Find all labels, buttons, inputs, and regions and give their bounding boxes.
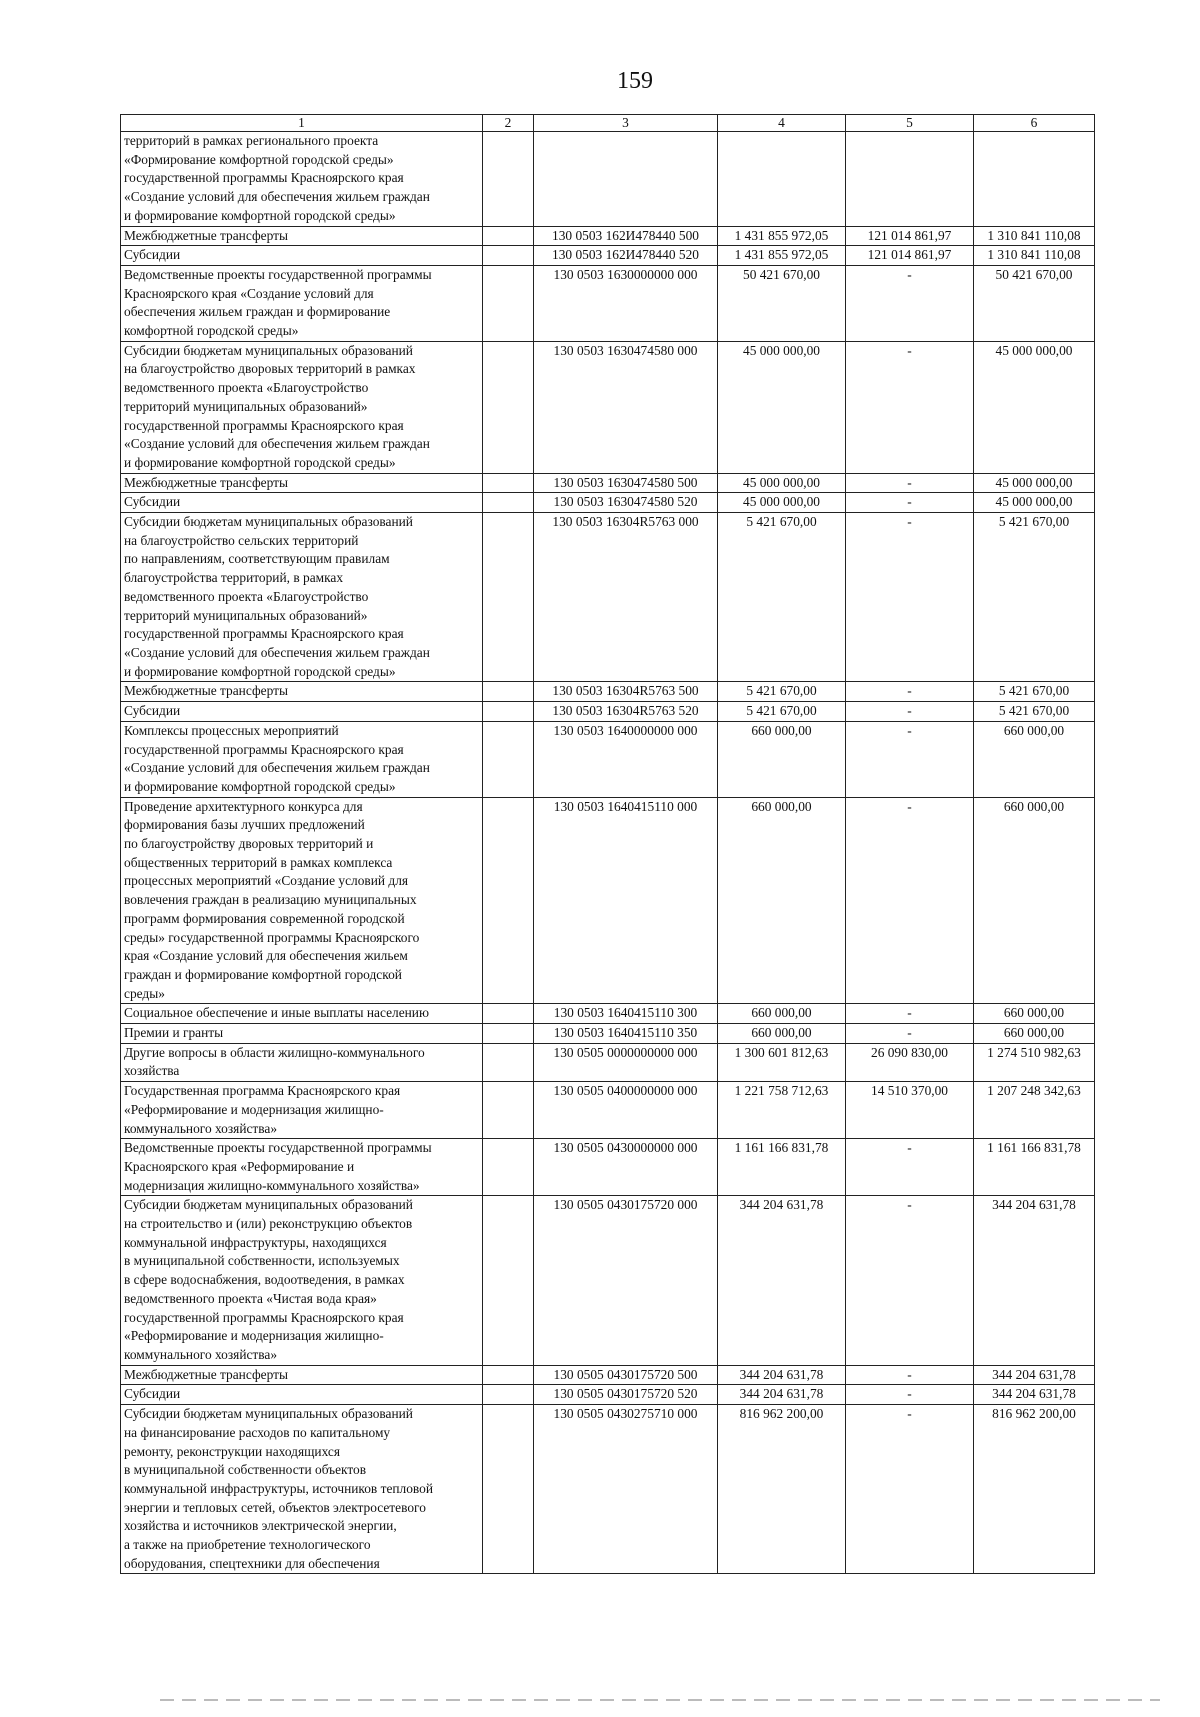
budget-table	[120, 114, 1095, 1574]
row-amount-col4: 45 000 000,00	[718, 493, 846, 513]
row-col2	[483, 1365, 534, 1385]
row-description: Субсидии	[121, 1385, 483, 1405]
row-col2	[483, 721, 534, 797]
row-code: 130 0503 16304R5763 520	[534, 702, 718, 722]
row-amount-col5: -	[846, 797, 974, 1004]
table-row	[121, 1139, 1095, 1196]
row-amount-col5: 14 510 370,00	[846, 1082, 974, 1139]
table-row	[121, 797, 1095, 1004]
header-col-4: 4	[718, 115, 846, 132]
row-amount-col6: 1 161 166 831,78	[974, 1139, 1095, 1196]
table-row	[121, 513, 1095, 682]
table-body	[121, 132, 1095, 1574]
row-col2	[483, 265, 534, 341]
row-amount-col5: -	[846, 702, 974, 722]
header-col-2: 2	[483, 115, 534, 132]
row-code: 130 0505 0000000000 000	[534, 1043, 718, 1081]
row-code: 130 0503 1640000000 000	[534, 721, 718, 797]
row-col2	[483, 1082, 534, 1139]
row-amount-col5: -	[846, 265, 974, 341]
row-amount-col6: 1 310 841 110,08	[974, 246, 1095, 266]
row-description: Премии и гранты	[121, 1024, 483, 1044]
row-code: 130 0505 0430000000 000	[534, 1139, 718, 1196]
row-description: Межбюджетные трансферты	[121, 682, 483, 702]
row-amount-col6: 50 421 670,00	[974, 265, 1095, 341]
row-code: 130 0503 1630474580 520	[534, 493, 718, 513]
row-code: 130 0505 0430275710 000	[534, 1405, 718, 1574]
row-amount-col5: -	[846, 1024, 974, 1044]
row-amount-col6: 1 274 510 982,63	[974, 1043, 1095, 1081]
scan-footer-artifact	[160, 1699, 1160, 1701]
row-amount-col6: 1 310 841 110,08	[974, 226, 1095, 246]
row-amount-col5: -	[846, 1405, 974, 1574]
row-amount-col4: 660 000,00	[718, 721, 846, 797]
row-col2	[483, 1139, 534, 1196]
row-col2	[483, 132, 534, 227]
row-amount-col4: 660 000,00	[718, 797, 846, 1004]
row-description: Проведение архитектурного конкурса для формирования базы лучших предложений по благоустройству дворовых территорий и общественных территорий в рамках комплекса процессных мероприятий «Создание условий для вовлечения граждан в реализацию муниципальных программ формирования современной городской среды» государственной программы Красноярского края «Создание условий для обеспечения жильем граждан и формирование комфортной городской среды»	[121, 797, 483, 1004]
row-description: Другие вопросы в области жилищно-коммунального хозяйства	[121, 1043, 483, 1081]
table-header-row	[121, 115, 1095, 132]
row-amount-col6: 5 421 670,00	[974, 702, 1095, 722]
row-amount-col6: 5 421 670,00	[974, 682, 1095, 702]
table-row	[121, 1004, 1095, 1024]
row-code	[534, 132, 718, 227]
row-amount-col4: 1 300 601 812,63	[718, 1043, 846, 1081]
row-amount-col5: -	[846, 1196, 974, 1365]
row-amount-col4: 344 204 631,78	[718, 1196, 846, 1365]
row-amount-col5: 121 014 861,97	[846, 246, 974, 266]
row-amount-col6: 660 000,00	[974, 1024, 1095, 1044]
row-amount-col6: 344 204 631,78	[974, 1196, 1095, 1365]
row-amount-col5: -	[846, 1385, 974, 1405]
table-row	[121, 226, 1095, 246]
table-row	[121, 721, 1095, 797]
row-code: 130 0505 0400000000 000	[534, 1082, 718, 1139]
table-row	[121, 246, 1095, 266]
row-code: 130 0505 0430175720 500	[534, 1365, 718, 1385]
row-col2	[483, 341, 534, 473]
row-amount-col4: 45 000 000,00	[718, 341, 846, 473]
table-row	[121, 1365, 1095, 1385]
table-row	[121, 1196, 1095, 1365]
row-description: Субсидии бюджетам муниципальных образований на благоустройство сельских территорий по направлениям, соответствующим правилам благоустройства территорий, в рамках ведомственного проекта «Благоустройство территорий муниципальных образований» государственной программы Красноярского края «Создание условий для обеспечения жильем граждан и формирование комфортной городской среды»	[121, 513, 483, 682]
row-amount-col6: 660 000,00	[974, 1004, 1095, 1024]
row-code: 130 0505 0430175720 520	[534, 1385, 718, 1405]
row-description: Комплексы процессных мероприятий государственной программы Красноярского края «Создание условий для обеспечения жильем граждан и формирование комфортной городской среды»	[121, 721, 483, 797]
row-description: Межбюджетные трансферты	[121, 473, 483, 493]
row-description: Субсидии бюджетам муниципальных образований на благоустройство дворовых территорий в рамках ведомственного проекта «Благоустройство территорий муниципальных образований» государственной программы Красноярского края «Создание условий для обеспечения жильем граждан и формирование комфортной городской среды»	[121, 341, 483, 473]
row-code: 130 0503 1630000000 000	[534, 265, 718, 341]
row-amount-col5: -	[846, 1365, 974, 1385]
header-col-1: 1	[121, 115, 483, 132]
table-row	[121, 1385, 1095, 1405]
row-col2	[483, 797, 534, 1004]
row-amount-col6	[974, 132, 1095, 227]
row-col2	[483, 1004, 534, 1024]
row-col2	[483, 1405, 534, 1574]
header-col-6: 6	[974, 115, 1095, 132]
row-code: 130 0503 16304R5763 500	[534, 682, 718, 702]
row-amount-col4: 660 000,00	[718, 1024, 846, 1044]
row-description: Субсидии бюджетам муниципальных образований на строительство и (или) реконструкцию объектов коммунальной инфраструктуры, находящихся в муниципальной собственности, используемых в сфере водоснабжения, водоотведения, в рамках ведомственного проекта «Чистая вода края» государственной программы Красноярского края «Реформирование и модернизация жилищно- коммунального хозяйства»	[121, 1196, 483, 1365]
row-amount-col4: 50 421 670,00	[718, 265, 846, 341]
row-description: территорий в рамках регионального проекта «Формирование комфортной городской среды» государственной программы Красноярского края «Создание условий для обеспечения жильем граждан и формирование комфортной городской среды»	[121, 132, 483, 227]
row-amount-col6: 5 421 670,00	[974, 513, 1095, 682]
row-amount-col5: 26 090 830,00	[846, 1043, 974, 1081]
table-row	[121, 702, 1095, 722]
header-col-5: 5	[846, 115, 974, 132]
row-amount-col6: 45 000 000,00	[974, 473, 1095, 493]
row-amount-col4: 816 962 200,00	[718, 1405, 846, 1574]
row-amount-col4: 1 221 758 712,63	[718, 1082, 846, 1139]
table-row	[121, 473, 1095, 493]
row-amount-col5: -	[846, 682, 974, 702]
row-code: 130 0505 0430175720 000	[534, 1196, 718, 1365]
row-col2	[483, 493, 534, 513]
row-amount-col5: -	[846, 493, 974, 513]
table-row	[121, 493, 1095, 513]
row-amount-col5: -	[846, 1139, 974, 1196]
row-amount-col4: 5 421 670,00	[718, 702, 846, 722]
row-amount-col4: 344 204 631,78	[718, 1365, 846, 1385]
header-col-3: 3	[534, 115, 718, 132]
row-amount-col4: 1 161 166 831,78	[718, 1139, 846, 1196]
table-row	[121, 1043, 1095, 1081]
row-amount-col5: -	[846, 721, 974, 797]
row-code: 130 0503 1640415110 350	[534, 1024, 718, 1044]
row-code: 130 0503 1630474580 000	[534, 341, 718, 473]
table-row	[121, 1405, 1095, 1574]
row-amount-col4: 45 000 000,00	[718, 473, 846, 493]
row-amount-col5: 121 014 861,97	[846, 226, 974, 246]
row-description: Субсидии	[121, 246, 483, 266]
row-amount-col4: 660 000,00	[718, 1004, 846, 1024]
row-amount-col5: -	[846, 513, 974, 682]
row-amount-col6: 816 962 200,00	[974, 1405, 1095, 1574]
row-col2	[483, 682, 534, 702]
table-row	[121, 1024, 1095, 1044]
row-code: 130 0503 1640415110 300	[534, 1004, 718, 1024]
row-code: 130 0503 162И478440 500	[534, 226, 718, 246]
row-description: Субсидии бюджетам муниципальных образований на финансирование расходов по капитальному ремонту, реконструкции находящихся в муниципальной собственности объектов коммунальной инфраструктуры, источников тепловой энергии и тепловых сетей, объектов электросетевого хозяйства и источников электрической энергии, а также на приобретение технологического оборудования, спецтехники для обеспечения	[121, 1405, 483, 1574]
row-col2	[483, 702, 534, 722]
row-col2	[483, 473, 534, 493]
row-code: 130 0503 16304R5763 000	[534, 513, 718, 682]
page-number: 159	[617, 68, 653, 94]
row-description: Государственная программа Красноярского края «Реформирование и модернизация жилищно- коммунального хозяйства»	[121, 1082, 483, 1139]
row-description: Межбюджетные трансферты	[121, 226, 483, 246]
row-amount-col4: 344 204 631,78	[718, 1385, 846, 1405]
row-description: Социальное обеспечение и иные выплаты населению	[121, 1004, 483, 1024]
row-col2	[483, 1196, 534, 1365]
row-amount-col4: 5 421 670,00	[718, 513, 846, 682]
table-row	[121, 1082, 1095, 1139]
row-col2	[483, 246, 534, 266]
row-amount-col4: 5 421 670,00	[718, 682, 846, 702]
row-description: Субсидии	[121, 493, 483, 513]
row-amount-col6: 344 204 631,78	[974, 1365, 1095, 1385]
row-description: Ведомственные проекты государственной программы Красноярского края «Создание условий для обеспечения жильем граждан и формирование комфортной городской среды»	[121, 265, 483, 341]
row-amount-col5: -	[846, 341, 974, 473]
row-amount-col6: 1 207 248 342,63	[974, 1082, 1095, 1139]
row-description: Субсидии	[121, 702, 483, 722]
table-row	[121, 341, 1095, 473]
table-row	[121, 682, 1095, 702]
row-description: Ведомственные проекты государственной программы Красноярского края «Реформирование и модернизация жилищно-коммунального хозяйства»	[121, 1139, 483, 1196]
row-amount-col5: -	[846, 1004, 974, 1024]
table-row	[121, 265, 1095, 341]
row-amount-col4: 1 431 855 972,05	[718, 246, 846, 266]
row-col2	[483, 1024, 534, 1044]
row-amount-col4	[718, 132, 846, 227]
row-description: Межбюджетные трансферты	[121, 1365, 483, 1385]
row-code: 130 0503 1640415110 000	[534, 797, 718, 1004]
row-amount-col6: 45 000 000,00	[974, 341, 1095, 473]
row-amount-col5: -	[846, 473, 974, 493]
row-amount-col5	[846, 132, 974, 227]
row-amount-col6: 660 000,00	[974, 797, 1095, 1004]
row-amount-col6: 45 000 000,00	[974, 493, 1095, 513]
row-col2	[483, 513, 534, 682]
row-code: 130 0503 1630474580 500	[534, 473, 718, 493]
row-amount-col6: 660 000,00	[974, 721, 1095, 797]
row-amount-col4: 1 431 855 972,05	[718, 226, 846, 246]
row-code: 130 0503 162И478440 520	[534, 246, 718, 266]
row-amount-col6: 344 204 631,78	[974, 1385, 1095, 1405]
row-col2	[483, 1043, 534, 1081]
table-row	[121, 132, 1095, 227]
row-col2	[483, 1385, 534, 1405]
row-col2	[483, 226, 534, 246]
